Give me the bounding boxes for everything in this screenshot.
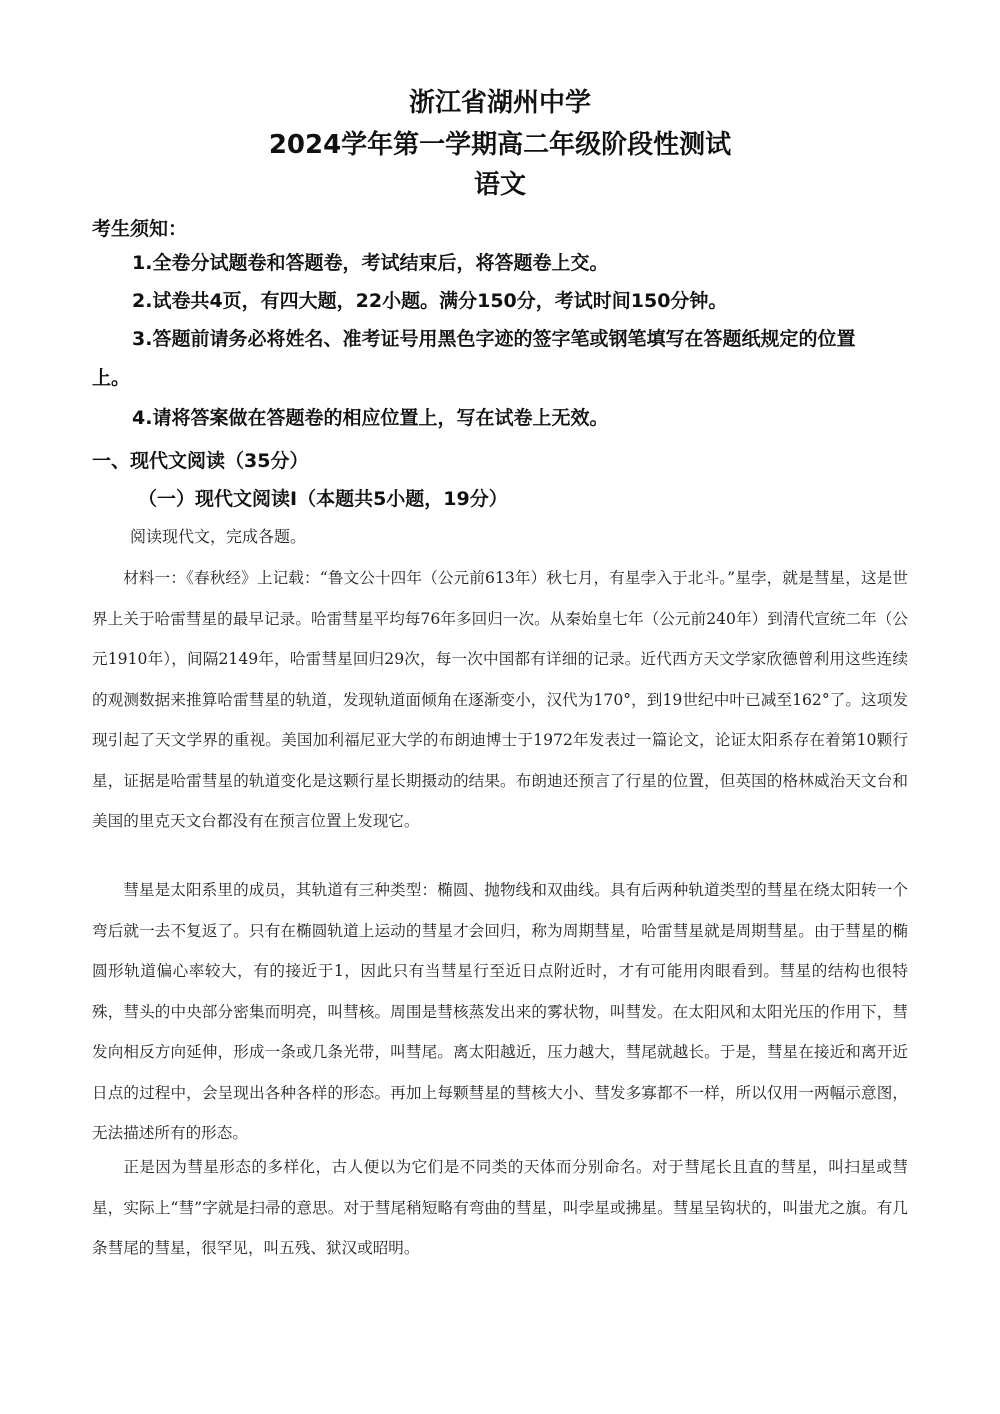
notice-item-3-continued: 上。 bbox=[92, 367, 131, 389]
exam-title: 2024学年第一学期高二年级阶段性测试 bbox=[268, 130, 732, 160]
notice-item-3: 3.答题前请务必将姓名、准考证号用黑色字迹的签字笔或钢笔填写在答题纸规定的位置 bbox=[132, 328, 856, 350]
passage-paragraph-2: 彗星是太阳系里的成员，其轨道有三种类型：椭圆、抛物线和双曲线。具有后两种轨道类型的彗星在绕太阳转一个弯后就一去不复返了。只有在椭圆轨道上运动的彗星才会回归，称为周期彗星，哈雷彗星就是周期彗星。由于彗星的椭圆形轨道偏心率较大，有的接近于1，因此只有当彗星行至近日点附近时，才有可能用肉眼看到。彗星的结构也很特殊，彗头的中央部分密集而明亮，叫彗核。周围是彗核蒸发出来的雾状物，叫彗发。在太阳风和太阳光压的作用下，彗发向相反方向延伸，形成一条或几条光带，叫彗尾。离太阳越近，压力越大，彗尾就越长。于是，彗星在接近和离开近日点的过程中，会呈现出各种各样的形态。再加上每颗彗星的彗核大小、彗发多寡都不一样，所以仅用一两幅示意图，无法描述所有的形态。 bbox=[92, 881, 908, 1142]
school-title: 浙江省湖州中学 bbox=[408, 88, 591, 118]
notice-item-1: 1.全卷分试题卷和答题卷，考试结束后，将答题卷上交。 bbox=[132, 252, 609, 274]
section-heading: 一、现代文阅读（35分） bbox=[92, 450, 309, 472]
passage-paragraph-1: 材料一：《春秋经》上记载：“鲁文公十四年（公元前613年）秋七月，有星孛入于北斗。”星孛，就是彗星，这是世界上关于哈雷彗星的最早记录。哈雷彗星平均每76年多回归一次。从秦始皇七年（公元前240年）到清代宣统二年（公元1910年），间隔2149年，哈雷彗星回归29次，每一次中国都有详细的记录。近代西方天文学家欣德曾利用这些连续的观测数据来推算哈雷彗星的轨道，发现轨道面倾角在逐渐变小，汉代为170°，到19世纪中叶已减至162°了。这项发现引起了天文学界的重视。美国加利福尼亚大学的布朗迪博士于1972年发表过一篇论文，论证太阳系存在着第10颗行星，证据是哈雷彗星的轨道变化是这颗行星长期摄动的结果。布朗迪还预言了行星的位置，但英国的格林威治天文台和美国的里克天文台都没有在预言位置上发现它。 bbox=[92, 569, 908, 830]
subsection-heading: （一）现代文阅读Ⅰ（本题共5小题，19分） bbox=[138, 488, 508, 510]
notice-heading: 考生须知： bbox=[92, 218, 188, 240]
notice-item-4: 4.请将答案做在答题卷的相应位置上，写在试卷上无效。 bbox=[132, 407, 609, 429]
subject-title: 语文 bbox=[473, 170, 526, 200]
notice-item-2: 2.试卷共4页，有四大题，22小题。满分150分，考试时间150分钟。 bbox=[132, 290, 728, 312]
reading-instruction: 阅读现代文，完成各题。 bbox=[130, 527, 307, 546]
passage-paragraph-3: 正是因为彗星形态的多样化，古人便以为它们是不同类的天体而分别命名。对于彗尾长且直的彗星，叫扫星或彗星，实际上“彗”字就是扫帚的意思。对于彗尾稍短略有弯曲的彗星，叫孛星或拂星。彗星呈钩状的，叫蚩尤之旗。有几条彗尾的彗星，很罕见，叫五残、狱汉或昭明。 bbox=[92, 1158, 908, 1257]
